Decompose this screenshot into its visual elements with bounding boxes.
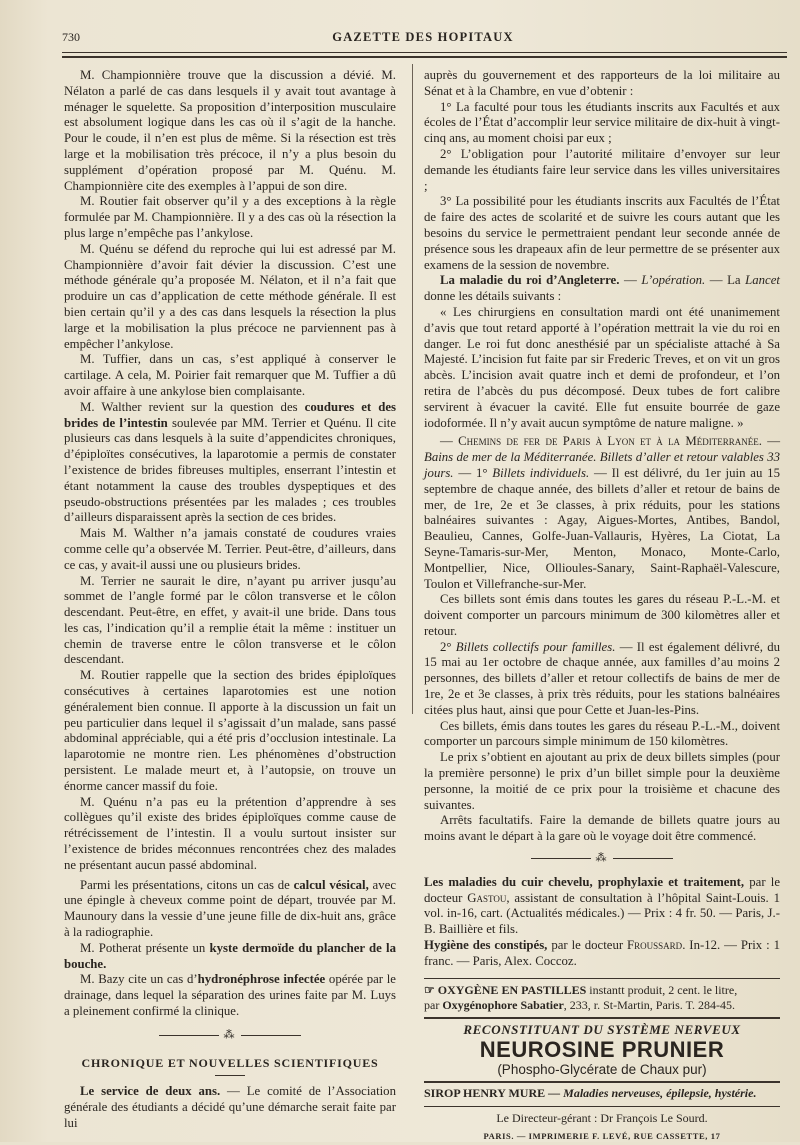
paragraph: M. Potherat présente un kyste dermoïde du plancher de la bouche.: [64, 940, 397, 971]
ornament-divider: ⁂: [64, 1028, 396, 1044]
page-header: [62, 30, 784, 50]
paragraph: M. Walther revient sur la question des coudures et des brides de l’intestin soulevée par MM. Terrier et Quénu. Il cite plusieurs cas dans lesquels à la suite d’appendicites chroniques, d’épiploïtes consécutives, la laparotomie a permis de constater l’existence de brides fibreuses multiples, enserrant l’intestin et étant notamment la cause des troubles dyspeptiques et des pseudo-obstructions présentées par les malades ; ces troubles d’ailleurs disparaissent après la section de ces brides.: [64, 399, 397, 525]
paragraph: Le service de deux ans. — Le comité de l’Association générale des étudiants a décidé qu’une démarche serait faite par lui: [64, 1084, 396, 1130]
ornament-divider: ⁂: [424, 851, 780, 867]
left-column: [64, 68, 396, 1132]
oxygene-ad: ☞ OXYGÈNE EN PASTILLES instantt produit, 2 cent. le litre, par Oxygénophore Sabatier, 233, r. St-Martin, Paris. T. 284-45.: [424, 982, 738, 1013]
page-number: 730: [62, 30, 80, 44]
list-item: 1° La faculté pour tous les étudiants inscrits aux Facultés et aux écoles de l’État d’accomplir leur service militaire de dix-huit à vingt-cinq ans, au moment choisi par eux ;: [424, 99, 780, 146]
book-notice: Hygiène des constipés, par le docteur Froussard. In-12. — Prix : 1 franc. — Paris, Alex. Coccoz.: [424, 938, 781, 968]
paragraph: M. Tuffier, dans un cas, s’est appliqué à conserver le cartilage. A cela, M. Poirier fait remarquer que M. Tuffier a dû avoir affaire à une ankylose bien complaisante.: [64, 352, 396, 398]
phospho-subtitle: (Phospho-Glycérate de Chaux pur): [497, 1062, 707, 1078]
printer-line: PARIS. — IMPRIMERIE F. LEVÉ, RUE CASSETTE, 17: [483, 1131, 721, 1142]
ad-rule: [424, 1017, 780, 1019]
pointing-hand-icon: ☞: [424, 982, 435, 997]
paragraph: Parmi les présentations, citons un cas de calcul vésical, avec une épingle à cheveux comme point de départ, trouvée par M. Maunoury dans la vessie d’une jeune fille de dix-huit ans, grâce à la radiographie.: [64, 877, 396, 940]
paragraph: M. Championnière trouve que la discussion a dévié. M. Nélaton a parlé de cas dans lesquels il y avait tout avantage à ménager le squelette. Sa proposition d’interposition musculaire est absolument logique dans les cas où il s’agit de la hanche. Pour le coude, il n’en est plus de même. Si la résection est très large et la mobilisation très précoce, il n’y a plus besoin du supplément d’opération proposé par M. Quénu. M. Championnière cite des exemples à l’appui de son dire.: [64, 68, 396, 193]
list-item: 2° L’obligation pour l’autorité militaire d’envoyer sur leur demande les étudiants faire leur service dans les villes universitaires ;: [424, 146, 780, 193]
paragraph: M. Bazy cite un cas d’hydronéphrose infectée opérée par le drainage, dans lequel la séparation des urines faite par M. Luys a pleinement confirmé la clinique.: [64, 972, 396, 1019]
paragraph: M. Terrier ne saurait le dire, n’ayant pu arriver jusqu’au sommet de l’angle formé par le côlon transverse et le côlon descendant. Peut-être, en effet, y avait-il une bride. Dans tous les cas, l’indication qu’il a remplie était la même : instituer un chemin de traverse entre le côlon transverse et le côlon descendant.: [64, 573, 396, 667]
paragraph: M. Routier fait observer qu’il y a des exceptions à la règle formulée par M. Championnière. Il y a des cas où la résection la plus large n’empêche pas l’ankylose.: [64, 194, 396, 240]
section-title: CHRONIQUE ET NOUVELLES SCIENTIFIQUES: [81, 1055, 379, 1070]
short-rule: [215, 1075, 245, 1076]
right-column: [424, 68, 780, 1145]
paragraph: auprès du gouvernement et des rapporteurs de la loi militaire au Sénat et à la Chambre, en vue d’obtenir :: [424, 68, 780, 98]
paragraph: M. Quénu n’a pas eu la prétention d’apprendre à ses collègues qu’il existe des brides épiploïques comme cause de rétrécissement de l’intestin. Il a voulu surtout insister sur l’existence de brides méconnues rencontrées chez des malades ne présentant aucun passé abdominal.: [64, 794, 396, 872]
paragraph: La maladie du roi d’Angleterre. — L’opération. — La Lancet donne les détails suivants :: [424, 273, 780, 304]
paragraph: — Chemins de fer de Paris à Lyon et à la Méditerranée. — Bains de mer de la Méditerranée. Billets d’aller et retour valables 33 jours. — 1° Billets individuels. — Il est délivré, du 1er juin au 15 septembre de chaque année, des billets d’aller et retour de bains de mer, de 1re, 2e et 3e classes, à prix réduits, pour les stations balnéaires suivantes : Agay, Aigues-Mortes, Antibes, Bandol, Beaulieu, Cannes, Golfe-Juan-Vallauris, Hyères, La Ciotat, La Seyne-Tamaris-sur-Mer, Menton, Monaco, Monte-Carlo, Montpellier, Nice, Ollioules-Sanary, Saint-Raphaël-Valescure, Toulon et Villefranche-sur-Mer.: [424, 434, 780, 591]
ad-rule: [424, 1081, 780, 1083]
sirop-ad: SIROP HENRY MURE — Maladies nerveuses, épilepsie, hystérie.: [424, 1085, 757, 1100]
book-notice: Les maladies du cuir chevelu, prophylaxie et traitement, par le docteur Gastou, assistant de consultation à l’hôpital Saint-Louis. 1 vol. in-16, cart. (Actualités médicales.) — Prix : 4 fr. 50. — Paris, J.-B. Baillière et fils.: [424, 874, 780, 937]
ad-rule: [424, 1106, 780, 1107]
header-rule-thick: [62, 56, 787, 58]
paragraph: Ces billets sont émis dans toutes les gares du réseau P.-L.-M. et doivent comporter un parcours minimum de 300 kilomètres aller et retour.: [424, 592, 780, 638]
column-divider: [412, 64, 413, 714]
paragraph: 2° Billets collectifs pour familles. — Il est également délivré, du 15 mai au 1er octobre de chaque année, aux familles d’au moins 2 personnes, des billets d’aller et retour collectifs de bains de mer de 1re, 2e et 3e classes, à prix très réduits, pour les stations balnéaires citées plus haut, ainsi que pour Cette et Juan-les-Pins.: [424, 639, 781, 717]
paragraph: M. Routier rappelle que la section des brides épiploïques consécutives à certaines laparotomies est une notion généralement bien connue. Il apporte à la discussion un fait un peu particulier dans lequel il s’agissait d’un malade, sans passé abdominal appréciable, qui a été pris d’occlusion intestinale. La laparotomie ne montre rien. Les phénomènes d’obstruction persistent. Le malade meurt et, à l’autopsie, on trouve un énorme cancer massif du foie.: [64, 668, 396, 793]
ad-rule: [424, 978, 780, 979]
paragraph: Mais M. Walther n’a jamais constaté de coudures vraies comme celle qu’a observée M. Terrier. Peut-être, d’ailleurs, dans ce cas, y avait-il aussi une ou plusieurs brides.: [64, 526, 396, 572]
paragraph: M. Quénu se défend du reproche qui lui est adressé par M. Championnière d’avoir fait dévier la discussion. C’est une méthode générale qu’a proposée M. Nélaton, et il n’a fait que produire un cas d’application de cette méthode générale. Il est bien certain qu’il y a des cas dans lesquels la résection la plus large et la mobilisation la plus précoce ne parviennent pas à empêcher l’ankylose.: [64, 241, 396, 351]
journal-title: GAZETTE DES HOPITAUX: [332, 30, 514, 44]
paragraph: Le prix s’obtient en ajoutant au prix de deux billets simples (pour la première personne) le prix d’un billet simple pour la deuxième personne, la moitié de ce prix pour la troisième et chacune des suivantes.: [424, 750, 780, 812]
list-item: 3° La possibilité pour les étudiants inscrits aux Facultés de l’État de faire des actes de scolarité et de suivre les cours autant que les besoins du service le permettraient pendant leur seconde année de présence sous les drapeaux afin de leur permettre de se présenter aux examens de la session de novembre.: [424, 194, 780, 272]
director-line: Le Directeur-gérant : Dr François Le Sourd.: [496, 1110, 708, 1125]
reconstituant-heading: RECONSTITUANT DU SYSTÈME NERVEUX: [463, 1022, 741, 1038]
quote: « Les chirurgiens en consultation mardi ont été unanimement d’avis que tout retard apporté à l’opération mettrait la vie du roi en danger. Le roi fut donc anesthésié par un spécialiste attaché à Sa Majesté. L’incision fut faite par sir Frederic Treves, et on vit un gros abcès. L’incision avait quatre inch et demi de profondeur, et l’on retira de l’abcès du pus décomposé. Deux tubes de fort calibre servirent à évacuer la cavité. Elle fut ensuite bourrée de gaze iodoformée. Il n’y avait aucun symptôme de nature maligne. »: [424, 304, 780, 430]
header-rule: [62, 52, 787, 53]
paragraph: Arrêts facultatifs. Faire la demande de billets quatre jours au moins avant le départ à la gare où le voyage doit être commencé.: [424, 813, 780, 844]
neurosine-brand: NEUROSINE PRUNIER: [479, 1037, 725, 1063]
paragraph: Ces billets, émis dans toutes les gares du réseau P.-L.-M., doivent comporter un parcours simple minimum de 150 kilomètres.: [424, 718, 780, 749]
